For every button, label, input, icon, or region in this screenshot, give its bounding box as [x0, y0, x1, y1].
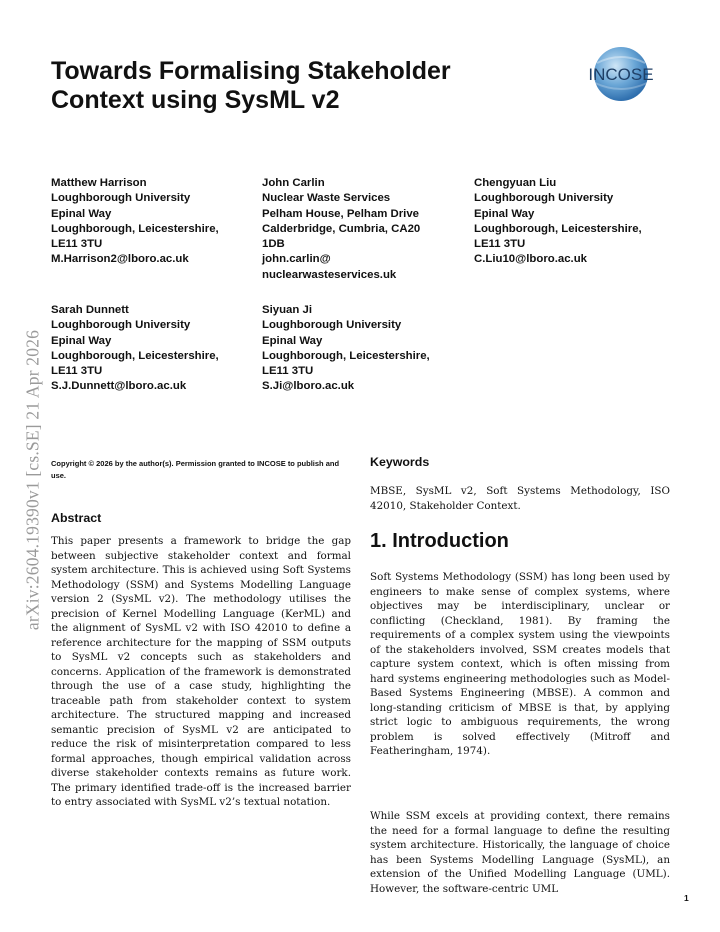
abstract-text: This paper presents a framework to bridge the gap between subjective stakeholder context and formal system architecture. This is achieved using Soft Systems Methodology (SSM) and Systems Modelling Language version 2 (SysML v2). The methodology utilises the precision of Kernel Modelling Language (KerML) and the alignment of SysML v2 with ISO 42010 to define a reference architecture for the mapping of SSM outputs to SysML v2 concepts such as stakeholders and concerns. Application of the framework is demonstrated through the use of a case study, highlighting the traceable path from stakeholder context to system architecture. The structured mapping and increased semantic precision of SysML v2 are anticipated to reduce the risk of misinterpretation compared to less formal approaches, though empirical validation across diverse stakeholder contexts remains as future work. The primary identified trade-off is the increased barrier to entry associated with SysML v2’s textual notation.: [51, 535, 351, 808]
author-name: Chengyuan Liu: [474, 177, 557, 189]
author-postcode: LE11 3TU: [51, 238, 103, 251]
author-postcode: LE11 3TU: [51, 365, 103, 378]
author-postcode: 1DB: [262, 238, 285, 251]
paragraph: Soft Systems Methodology (SSM) has long been used by engineers to make sense of complex systems, where objectives may be interdisciplinary, unclear or conflicting (Checkland, 1981). By framing the requirements of a complex system using the viewpoints of the stakeholders involved, SSM creates models that capture system context, which is often missing from hard systems engineering methodologies such as Model-Based Systems Engineering (MBSE). A common and long-standing criticism of MBSE is that, by applying strict logic to ambiguous requirements, the wrong problem is solved effectively (Mitroff and Featheringham, 1974).: [370, 571, 670, 757]
author-address: Epinal Way: [262, 334, 323, 347]
paper-title: Towards Formalising Stakeholder Context using SysML v2: [51, 57, 451, 114]
author-address: Epinal Way: [51, 207, 112, 220]
author-email: john.carlin@: [262, 253, 331, 266]
author-block: [474, 176, 642, 268]
author-name: Siyuan Ji: [262, 304, 313, 316]
author-affiliation: Loughborough University: [262, 319, 402, 332]
author-address: Epinal Way: [474, 207, 535, 220]
logo-text: INCOSE: [588, 65, 654, 84]
incose-logo: [575, 43, 667, 105]
paragraph: While SSM excels at providing context, there remains the need for a formal language to define the resulting system architecture. Historically, the language of choice has been Systems Modelling Language (SysML), an extension of the Unified Modelling Language (UML). However, the software-centric UML: [370, 810, 670, 895]
author-address: Loughborough, Leicestershire,: [51, 349, 219, 362]
author-name: Sarah Dunnett: [51, 304, 129, 316]
author-email: S.Ji@lboro.ac.uk: [262, 380, 355, 393]
author-email: M.Harrison2@lboro.ac.uk: [51, 253, 189, 266]
author-address: Epinal Way: [51, 334, 112, 347]
author-name: Matthew Harrison: [51, 177, 147, 189]
author-postcode: LE11 3TU: [474, 238, 526, 251]
author-email: S.J.Dunnett@lboro.ac.uk: [51, 380, 187, 393]
arxiv-sidebar: [18, 260, 48, 700]
author-affiliation: Loughborough University: [51, 319, 191, 332]
author-block: [262, 303, 430, 395]
section-heading: 1. Introduction: [370, 530, 509, 552]
abstract-heading: Abstract: [51, 511, 102, 525]
author-name: John Carlin: [262, 177, 325, 189]
author-address: Loughborough, Leicestershire,: [474, 222, 642, 235]
author-affiliation: Nuclear Waste Services: [262, 192, 391, 205]
arxiv-identifier: arXiv:2604.19390v1 [cs.SE] 21 Apr 2026: [22, 329, 43, 631]
page-number: 1: [684, 893, 689, 903]
copyright-notice: Copyright © 2026 by the author(s). Permission granted to INCOSE to publish and use.: [51, 459, 340, 480]
author-address: Calderbridge, Cumbria, CA20: [262, 222, 421, 235]
author-postcode: LE11 3TU: [262, 365, 314, 378]
author-address: Loughborough, Leicestershire,: [262, 349, 430, 362]
author-block: [262, 176, 420, 283]
author-affiliation: Loughborough University: [51, 192, 191, 205]
author-address: Pelham House, Pelham Drive: [262, 207, 419, 220]
keywords-heading: Keywords: [370, 455, 430, 469]
keywords-text: MBSE, SysML v2, Soft Systems Methodology, ISO 42010, Stakeholder Context.: [370, 485, 670, 512]
author-email: nuclearwasteservices.uk: [262, 268, 397, 281]
author-block: [51, 303, 219, 395]
author-address: Loughborough, Leicestershire,: [51, 222, 219, 235]
author-block: [51, 176, 219, 268]
author-affiliation: Loughborough University: [474, 192, 614, 205]
author-email: C.Liu10@lboro.ac.uk: [474, 253, 588, 266]
